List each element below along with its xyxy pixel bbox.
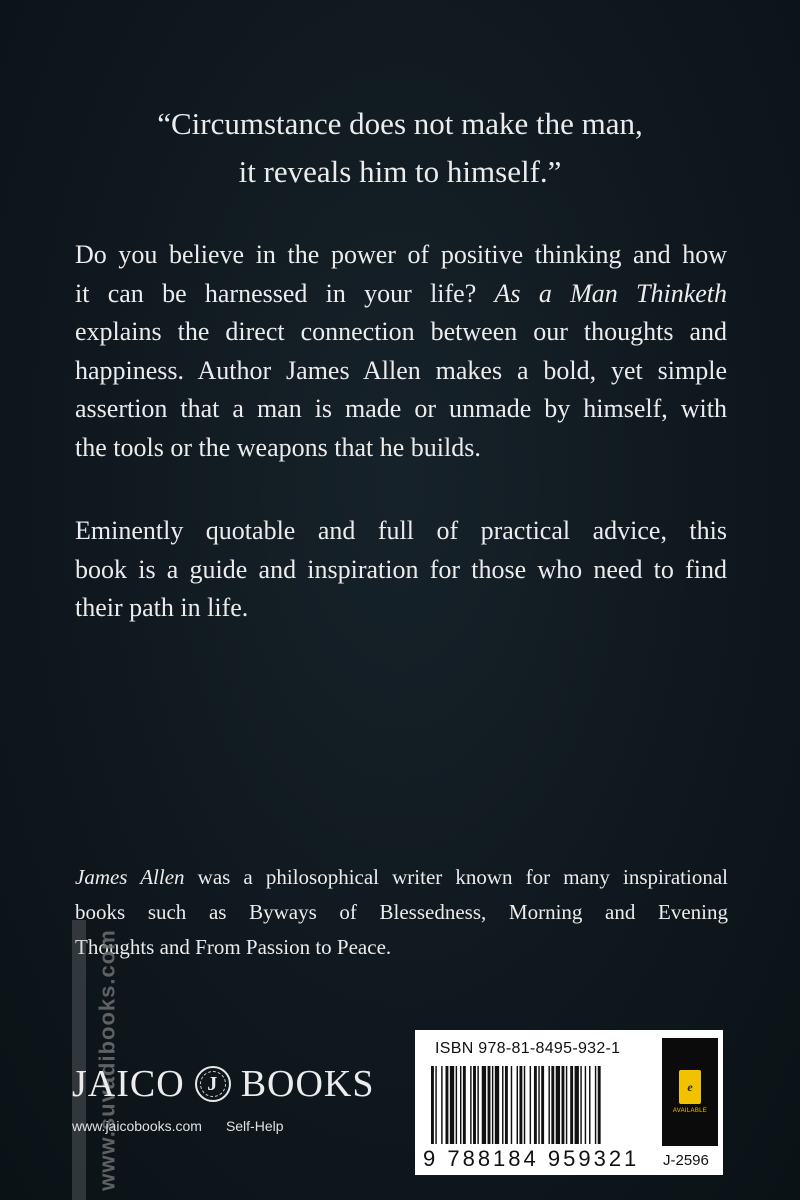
barcode-bar: [589, 1066, 590, 1144]
ebook-available-label: AVAILABLE: [672, 1108, 708, 1114]
barcode-bar: [505, 1066, 508, 1144]
barcode-bar: [495, 1066, 499, 1144]
ebook-icon: [679, 1070, 701, 1104]
barcode-bar: [463, 1066, 466, 1144]
barcode-bar: [538, 1066, 539, 1144]
ebook-panel: [657, 1030, 723, 1175]
blurb-line: Eminently quotable and full of practical advice, this: [75, 516, 727, 545]
barcode-bar: [441, 1066, 442, 1144]
barcode-bar: [488, 1066, 491, 1144]
blurb-line: assertion that a man is made or unmade by himself, with: [75, 394, 727, 423]
barcode-bar: [524, 1066, 525, 1144]
blurb-line: book is a guide and inspiration for those who need to find: [75, 554, 727, 584]
publisher-name-left: JAICO: [72, 1063, 185, 1105]
barcode-bar: [570, 1066, 573, 1144]
blurb-line: the tools or the weapons that he builds.: [75, 432, 481, 462]
emblem-letter: J: [207, 1072, 219, 1095]
barcode-bar: [541, 1066, 544, 1144]
blurb-line: Do you believe in the power of positive thinking and how: [75, 240, 727, 269]
barcode-bar: [566, 1066, 567, 1144]
ebook-badge: [662, 1038, 718, 1146]
barcode-bar: [473, 1066, 476, 1144]
barcode-bar: [511, 1066, 512, 1144]
blurb-line: [75, 275, 727, 314]
barcode-bar: [482, 1066, 486, 1144]
barcode-bar: [562, 1066, 565, 1144]
barcode-bar: [556, 1066, 560, 1144]
author-bio: [75, 860, 728, 965]
barcode-bar: [551, 1066, 554, 1144]
barcode-bar: [477, 1066, 478, 1144]
bio-line: [75, 860, 728, 895]
barcode-bar: [450, 1066, 454, 1144]
author-name: James Allen: [75, 865, 185, 889]
publisher-footer: [72, 1118, 284, 1134]
watermark-bar: [72, 920, 86, 1200]
barcode-bar: [460, 1066, 461, 1144]
barcode-bar: [470, 1066, 471, 1144]
jaico-emblem-icon: [195, 1066, 231, 1102]
barcode-bar: [431, 1066, 434, 1144]
book-category: Self-Help: [225, 1118, 284, 1134]
description-paragraph-1: [75, 236, 727, 467]
publisher-website: www.jaicobooks.com: [72, 1118, 202, 1134]
bio-text: was a philosophical writer known for many inspirational: [197, 865, 729, 889]
barcode-bar: [598, 1066, 601, 1144]
book-title: As a Man Thinketh: [494, 278, 727, 308]
barcode-bar: [595, 1066, 596, 1144]
quote-line-1: “Circumstance does not make the man,: [157, 106, 643, 141]
barcode-bar: [502, 1066, 503, 1144]
barcode-bar: [548, 1066, 549, 1144]
publisher-logo: [72, 1062, 375, 1106]
ebook-icon-letter: e: [687, 1079, 693, 1094]
blurb-text: it can be harnessed in your life?: [75, 278, 477, 308]
barcode-bar: [575, 1066, 579, 1144]
barcode-bar: [534, 1066, 537, 1144]
barcode-bar: [435, 1066, 436, 1144]
barcode-bars: [431, 1066, 645, 1144]
barcode-bar: [446, 1066, 449, 1144]
barcode-bar: [530, 1066, 531, 1144]
barcode-bar: [517, 1066, 518, 1144]
barcode-bar: [492, 1066, 493, 1144]
watermark-text: www.suvadibooks.com: [95, 929, 120, 1191]
quote-line-2: it reveals him to himself.”: [238, 154, 562, 189]
barcode-bar: [585, 1066, 586, 1144]
barcode-bar: [580, 1066, 581, 1144]
blurb-line: explains the direct connection between our thoughts and: [75, 317, 727, 346]
barcode-bar: [456, 1066, 457, 1144]
catalog-code: J-2596: [663, 1152, 709, 1169]
bio-line: Thoughts and From Passion to Peace.: [75, 935, 392, 959]
watermark: [88, 929, 128, 1191]
isbn-barcode: [415, 1030, 657, 1175]
description-paragraph-2: [75, 512, 727, 628]
bio-line: books such as Byways of Blessedness, Morning and Evening: [75, 900, 728, 924]
barcode-digits: 9 788184 959321: [423, 1146, 640, 1171]
isbn-label: ISBN 978-81-8495-932-1: [435, 1040, 621, 1057]
blurb-line: happiness. Author James Allen makes a bold, yet simple: [75, 355, 727, 385]
pull-quote: [0, 100, 800, 196]
blurb-line: their path in life.: [75, 593, 249, 622]
barcode-bar: [519, 1066, 522, 1144]
publisher-name-right: BOOKS: [240, 1063, 375, 1105]
